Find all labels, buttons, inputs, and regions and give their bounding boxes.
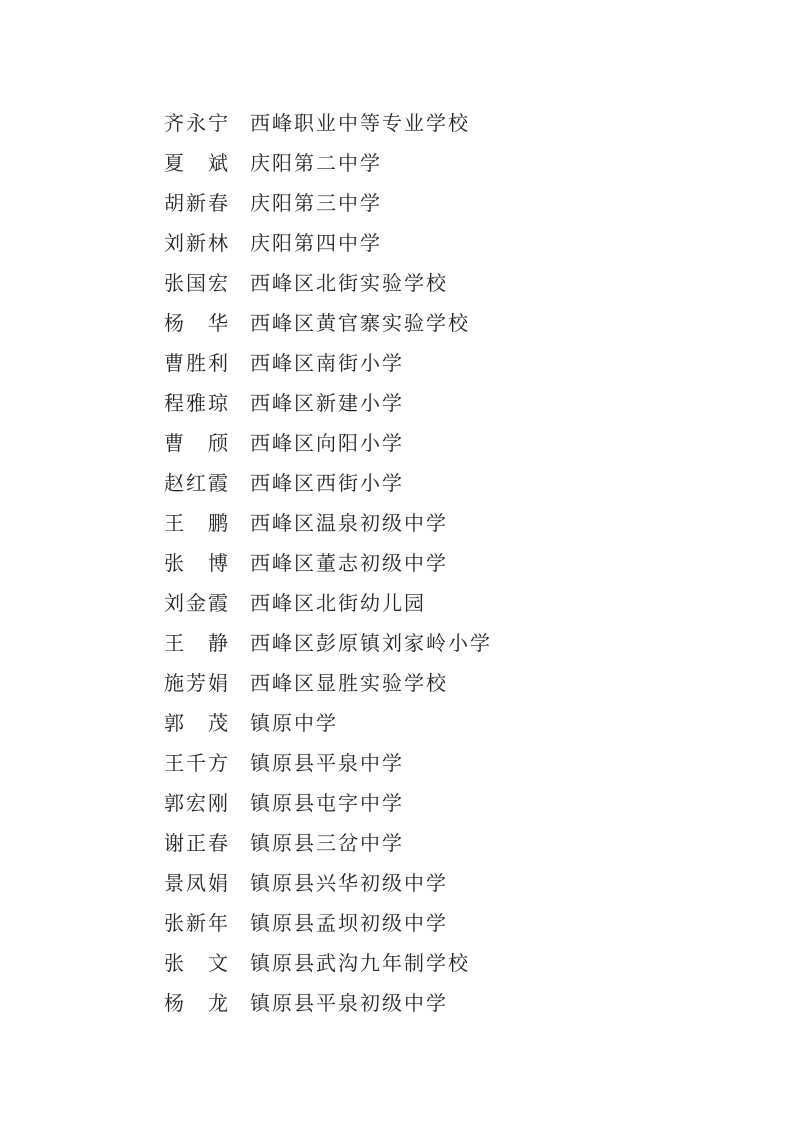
person-name: 张国宏 bbox=[164, 270, 230, 295]
person-name: 张 文 bbox=[164, 950, 230, 975]
list-item bbox=[164, 421, 724, 461]
list-item bbox=[164, 141, 724, 181]
school-name: 西峰区董志初级中学 bbox=[250, 550, 448, 575]
school-name: 庆阳第三中学 bbox=[250, 190, 382, 215]
school-name: 西峰区南街小学 bbox=[250, 350, 404, 375]
person-name: 胡新春 bbox=[164, 190, 230, 215]
person-name: 景凤娟 bbox=[164, 870, 230, 895]
school-name: 镇原县平泉中学 bbox=[250, 750, 404, 775]
list-item bbox=[164, 661, 724, 701]
person-name: 刘金霞 bbox=[164, 590, 230, 615]
school-name: 西峰区显胜实验学校 bbox=[250, 670, 448, 695]
school-name: 西峰职业中等专业学校 bbox=[250, 110, 470, 135]
list-item bbox=[164, 181, 724, 221]
person-name: 张 博 bbox=[164, 550, 230, 575]
person-name: 杨 龙 bbox=[164, 990, 230, 1015]
school-name: 西峰区向阳小学 bbox=[250, 430, 404, 455]
list-item bbox=[164, 981, 724, 1021]
list-item bbox=[164, 941, 724, 981]
school-name: 西峰区北街实验学校 bbox=[250, 270, 448, 295]
teacher-school-list bbox=[164, 101, 724, 1021]
person-name: 谢正春 bbox=[164, 830, 230, 855]
school-name: 镇原县屯字中学 bbox=[250, 790, 404, 815]
list-item bbox=[164, 381, 724, 421]
person-name: 赵红霞 bbox=[164, 470, 230, 495]
school-name: 西峰区北街幼儿园 bbox=[250, 590, 426, 615]
person-name: 施芳娟 bbox=[164, 670, 230, 695]
school-name: 镇原中学 bbox=[250, 710, 338, 735]
school-name: 庆阳第二中学 bbox=[250, 150, 382, 175]
school-name: 西峰区新建小学 bbox=[250, 390, 404, 415]
school-name: 镇原县武沟九年制学校 bbox=[250, 950, 470, 975]
list-item bbox=[164, 861, 724, 901]
list-item bbox=[164, 501, 724, 541]
list-item bbox=[164, 581, 724, 621]
person-name: 齐永宁 bbox=[164, 110, 230, 135]
school-name: 镇原县平泉初级中学 bbox=[250, 990, 448, 1015]
school-name: 西峰区温泉初级中学 bbox=[250, 510, 448, 535]
list-item bbox=[164, 621, 724, 661]
list-item bbox=[164, 461, 724, 501]
person-name: 张新年 bbox=[164, 910, 230, 935]
list-item bbox=[164, 821, 724, 861]
list-item bbox=[164, 741, 724, 781]
list-item bbox=[164, 341, 724, 381]
school-name: 庆阳第四中学 bbox=[250, 230, 382, 255]
person-name: 曹胜利 bbox=[164, 350, 230, 375]
school-name: 镇原县三岔中学 bbox=[250, 830, 404, 855]
person-name: 程雅琼 bbox=[164, 390, 230, 415]
person-name: 刘新林 bbox=[164, 230, 230, 255]
list-item bbox=[164, 221, 724, 261]
school-name: 镇原县兴华初级中学 bbox=[250, 870, 448, 895]
person-name: 王 鹏 bbox=[164, 510, 230, 535]
person-name: 杨 华 bbox=[164, 310, 230, 335]
list-item bbox=[164, 261, 724, 301]
list-item bbox=[164, 781, 724, 821]
person-name: 郭 茂 bbox=[164, 710, 230, 735]
list-item bbox=[164, 301, 724, 341]
person-name: 夏 斌 bbox=[164, 150, 230, 175]
school-name: 西峰区西街小学 bbox=[250, 470, 404, 495]
list-item bbox=[164, 901, 724, 941]
person-name: 郭宏刚 bbox=[164, 790, 230, 815]
list-item bbox=[164, 541, 724, 581]
person-name: 王千方 bbox=[164, 750, 230, 775]
school-name: 西峰区彭原镇刘家岭小学 bbox=[250, 630, 492, 655]
person-name: 王 静 bbox=[164, 630, 230, 655]
school-name: 西峰区黄官寨实验学校 bbox=[250, 310, 470, 335]
list-item bbox=[164, 101, 724, 141]
list-item bbox=[164, 701, 724, 741]
school-name: 镇原县孟坝初级中学 bbox=[250, 910, 448, 935]
person-name: 曹 颀 bbox=[164, 430, 230, 455]
